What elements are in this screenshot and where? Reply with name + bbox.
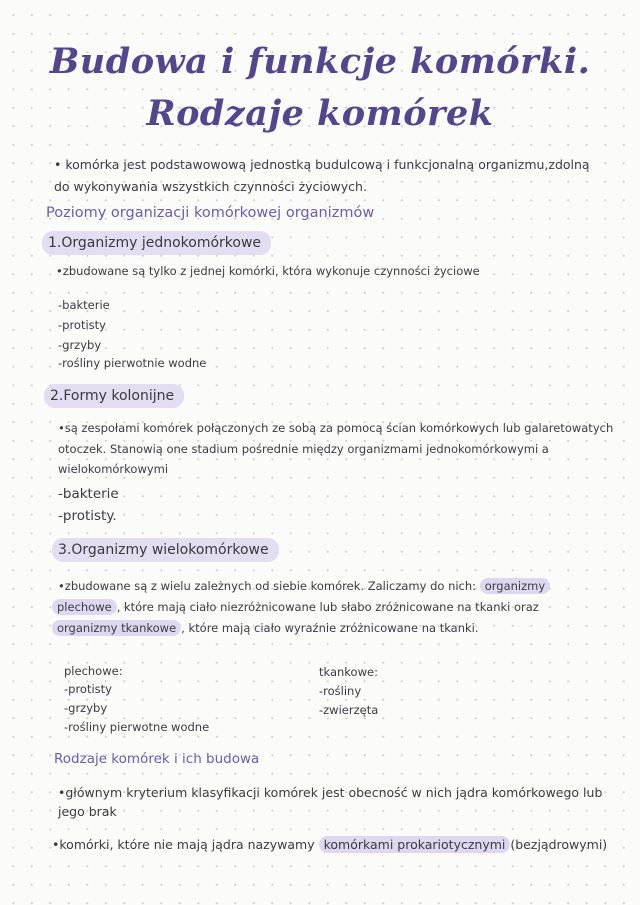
unicellular-item: -rośliny pierwotnie wodne [58,356,207,370]
title-line-2: Rodzaje komórek [146,93,494,134]
intro-line-2: do wykonywania wszystkich czynności życiowych. [54,179,367,194]
colonial-item: -protisty. [58,508,117,524]
title-line-1: Budowa i funkcje komórki. [49,41,591,82]
colonial-item: -bakterie [58,486,119,502]
unicellular-description: •zbudowane są tylko z jednej komórki, która wykonuje czynności życiowe [56,264,480,278]
plechowe-item: -rośliny pierwotne wodne [64,720,210,734]
prokaryotic-line [52,839,607,852]
tkankowe-label: tkankowe: [319,665,378,679]
intro-line-1: • komórka jest podstawowową jednostką budulcową i funkcjonalną organizmu,zdolną [54,157,590,172]
multicellular-line-3-text: , które mają ciało wyraźnie zróżnicowane na tkanki. [181,621,479,635]
subheading-multicellular: 3.Organizmy wielokomórkowe [52,538,279,562]
multicellular-line-2 [52,602,539,614]
section-heading-levels: Poziomy organizacji komórkowej organizmów [46,205,375,221]
colonial-description-line-2: otoczek. Stanowią one stadium pośrednie między organizmami jednokomórkowymi a [58,442,549,456]
tkankowe-item: -rośliny [319,684,362,698]
section-heading-cell-types: Rodzaje komórek i ich budowa [54,751,260,767]
subheading-unicellular: 1.Organizmy jednokomórkowe [42,231,271,255]
prokaryotic-line-text: •komórki, które nie mają jądra nazywamy [52,837,315,852]
plechowe-item: -protisty [64,682,112,696]
colonial-description-line-3: wielokomórkowymi [58,462,169,476]
prokaryotic-line-suffix: (bezjądrowymi) [510,837,608,852]
cell-types-line-2: jego brak [58,804,117,819]
multicellular-line-2-text: , które mają ciało niezróżnicowane lub słabo zróżnicowane na tkanki oraz [116,600,539,614]
unicellular-item: -grzyby [58,338,102,352]
multicellular-line-1-text: •zbudowane są z wielu zależnych od siebie komórek. Zaliczamy do nich: [58,579,477,593]
highlight-organizmy: organizmy [480,578,550,594]
highlight-plechowe: plechowe [52,599,117,615]
plechowe-label: plechowe: [64,664,123,678]
tkankowe-item: -zwierzęta [319,703,379,717]
cell-types-line-1: •głównym kryterium klasyfikacji komórek jest obecność w nich jądra komórkowego lub [58,785,603,800]
colonial-description-line-1: •są zespołami komórek połączonych ze sobą za pomocą ścian komórkowych lub galaretowatych [58,421,614,435]
unicellular-item: -bakterie [58,298,110,312]
unicellular-item: -protisty [58,318,106,332]
multicellular-line-3 [52,623,479,635]
multicellular-line-1 [58,581,550,593]
subheading-colonial: 2.Formy kolonijne [44,384,184,408]
plechowe-item: -grzyby [64,701,108,715]
highlight-prokaryotic: komórkami prokariotycznymi [319,836,511,853]
highlight-organizmy-tkankowe: organizmy tkankowe [52,620,181,636]
